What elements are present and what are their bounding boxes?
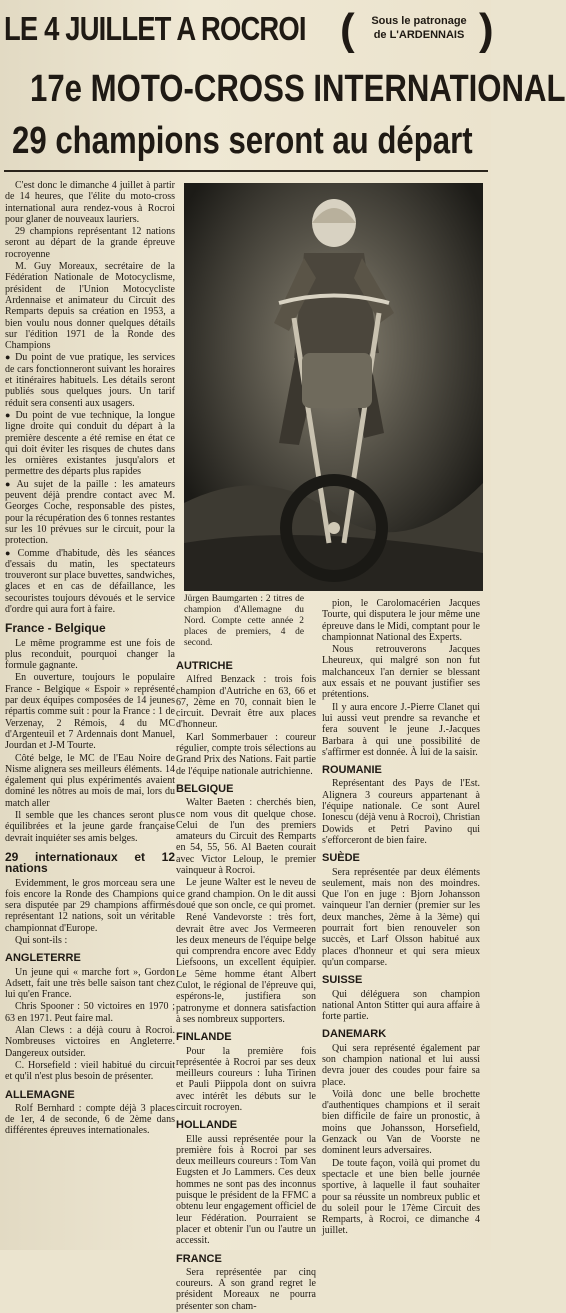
section-heading: France - Belgique (5, 621, 106, 636)
left-paren: ( (340, 5, 355, 54)
paragraph: Le même programme est une fois de plus reconduit, pourquoi changer la formule gagnante. (5, 637, 175, 672)
country-heading: FINLANDE (176, 1031, 232, 1044)
country-heading: SUÈDE (322, 852, 360, 865)
paragraph: M. Guy Moreaux, secrétaire de la Fédération Nationale de Motocyclisme, président de l'Union Motocycliste Ardennaise et animateur du Circuit des Remparts depuis sa création en 1953, a bien voulu nous donner quelques détails sur l'édition 1971 de la Ronde des Champions (5, 261, 175, 352)
country-heading: SUISSE (322, 974, 363, 987)
bullet-paragraph: ● Comme d'habitude, dès les séances d'essais du matin, les spectateurs trouveront sur place buvettes, sandwiches, glaces et en cas de défaillance, les secouristes toujours dévoués et le service d'ordre qui aura fort à faire. (5, 548, 175, 616)
country-heading: HOLLANDE (176, 1119, 238, 1132)
patronage-note (357, 14, 481, 42)
bullet-paragraph: ● Au sujet de la paille : les amateurs peuvent déjà prendre contact avec M. Georges Coche, responsable des pistes, pour la récupération des 6 tonnes restantes sur les 10 prévues sur le circuit, pour la protection. (5, 479, 175, 547)
paragraph: Rolf Bernhard : compte déjà 3 places de 1er, 4 de seconde, 6 de 2ème dans différentes épreuves internationales. (5, 1102, 175, 1137)
paragraph: Un jeune qui « marche fort », Gordon Adsett, fait une très belle saison tant chez lui qu'en France. (5, 966, 175, 1001)
paragraph: Qui sera représenté également par son champion national et lui aussi devra jouer des coudes pour faire sa place. (322, 1042, 480, 1088)
paragraph: Sera représentée par deux éléments seulement, mais non des moindres. Que l'on en juge : Bjorn Johansson vainqueur l'an dernier (premier sur les deux manches, 2ème à la 3ème) qui pourrait fort bien renouveler son succès, et Larf Olsson habitué aux places d'honneur et qui sera mieux qu'un comparse. (322, 866, 480, 968)
patronage-line-2: de L'ARDENNAIS (373, 29, 465, 41)
paragraph: Voilà donc une belle brochette d'authentiques champions et il serait bien difficile de faire un pronostic, à moins que Johansson, Horsefield, Genzack ou Van de Voorste ne dominent leurs adversaires. (322, 1088, 480, 1157)
headline-row-1 (4, 5, 494, 64)
paragraph: Chris Spooner : 50 victoires en 1970 ; 63 en 1971. Peut faire mal. (5, 1001, 175, 1024)
paragraph: C. Horsefield : vieil habitué du circuit et qu'il n'est plus besoin de présenter. (5, 1059, 175, 1083)
paragraph: Sera représentée par cinq coureurs. A son grand regret le président Moreaux ne pourra présenter son cham- (176, 1266, 316, 1312)
country-heading: ROUMANIE (322, 764, 382, 777)
paragraph: Walter Baeten : cherchés bien, ce nom vous dit quelque chose. Celui de l'un des premiers amateurs du Circuit des Remparts en 54, 55, 56. Al Baeten courait avec Victor Leloup, le premier vainqueur à Rocroi. (176, 797, 316, 877)
paragraph: Il y aura encore J.-Pierre Clanet qui lui aussi veut prendre sa revanche et fera souvent le jeune J.-Jacques Barbara à qui une possibilité de s'affirmer est donnée. À lui de la saisir. (322, 701, 480, 758)
patronage-line-1: Sous le patronage (371, 15, 467, 27)
paragraph: pion, le Carolomacérien Jacques Tourte, qui disputera le jour même une épreuve dans le Midi, comptant pour le championnat National des Experts. (322, 598, 480, 643)
paragraph: Alfred Benzack : trois fois champion d'Autriche en 63, 66 et 67, 2ème en 70, connait bien le circuit. Devrait être aux places d'honneur. (176, 674, 316, 731)
right-column (322, 598, 480, 1238)
headline-main: LE 4 JUILLET A ROCROI (4, 10, 306, 47)
paragraph: Le jeune Walter est le neveu de ce grand champion. On le dit aussi doué que son oncle, ce qui promet. (176, 877, 316, 911)
headline-line-2: 17e MOTO-CROSS INTERNATIONAL (30, 68, 566, 110)
right-paren: ) (479, 5, 494, 54)
rider-illustration (184, 183, 483, 591)
paragraph: Côté belge, le MC de l'Eau Noire de Nisme alignera ses meilleurs éléments. 14 également qui plus expérimentés avaient dominé les nôtres au mois de mai, lors du match aller (5, 752, 175, 809)
paragraph: 29 champions représentant 12 nations seront au départ de la grande épreuve rocroyenne (5, 226, 175, 260)
motocross-photo (184, 183, 483, 591)
paragraph: Pour la première fois représentée à Rocroi par ses deux meilleurs coureurs : Iuha Tirinen et Pauli Piippola dont on suivra avec intérêt les débuts sur le circuit rocroyen. (176, 1045, 316, 1113)
paragraph: Qui sont-ils : (15, 935, 68, 946)
country-heading: DANEMARK (322, 1028, 387, 1041)
paragraph: De toute façon, voilà qui promet du spectacle et une bien belle journée sportive, à laquelle il faut souhaiter pour sa réussite un nombreux public et du soleil pour le 17ème Circuit des Remparts, à Rocroi, ce dimanche 4 juillet. (322, 1157, 480, 1237)
country-heading: AUTRICHE (176, 660, 233, 672)
left-column (5, 180, 175, 1138)
country-heading: ALLEMAGNE (5, 1088, 75, 1101)
paragraph: Qui déléguera son champion national Anton Stitter qui aura affaire à forte partie. (322, 988, 480, 1023)
photo-caption: Jürgen Baumgarten : 2 titres de champion d'Allemagne du Nord. Compte cette année 2 places de premiers, 4 de second. (184, 594, 304, 648)
country-heading: BELGIQUE (176, 782, 234, 795)
paragraph: Il semble que les chances seront plus équilibrées et la jeune garde française devrait inquiéter ses amis belges. (5, 810, 175, 844)
paragraph: Evidemment, le gros morceau sera une fois encore la Ronde des Champions qui sera disputée par 29 champions affirmés représentant 12 nations, soit un véritable championnat d'Europe. (5, 877, 175, 934)
country-heading: FRANCE (176, 1252, 222, 1265)
bullet-paragraph: ● Du point de vue technique, la longue ligne droite qui conduit du départ à la première descente a été remise en état ce qui doit éviter les risques de chutes dans les ornières existantes jusqu'alors et permettre des départs plus rapides (5, 410, 175, 478)
headline-line-3: 29 champions seront au départ (12, 120, 473, 162)
paragraph: Elle aussi représentée pour la première fois à Rocroi par ses deux meilleurs coureurs : Tom Van Eugsten et Jo Lammers. Ces deux hommes ne sont pas des inconnus puisque le président de la FFMC a obtenu leur engagement officiel de leur Fédération. Pourraient se placer et obtenir l'un ou l'autre un accessit. (176, 1133, 316, 1247)
headline-rule (4, 170, 488, 172)
paragraph: Représentant des Pays de l'Est. Alignera 3 coureurs appartenant à l'équipe nationale. Ce sont Aurel Ionescu (déjà venu à Rocroi), Christian Dowids et Petri Pavino qui s'efforceront de bien faire. (322, 778, 480, 846)
paragraph: René Vandevorste : très fort, devrait être avec Jos Vermeeren les deux meneurs de l'équipe belge qui comprendra encore avec Eddy Liefsoons, un excellent équipier. Le 5ème homme étant Albert Culot, le régional de l'épreuve qui, espérons-le, justifiera son patronyme et donnera satisfaction à ses nombreux supporters. (176, 912, 316, 1025)
paragraph: C'est donc le dimanche 4 juillet à partir de 14 heures, que l'élite du moto-cross international aura rendez-vous à Rocroi pour glaner de nouveaux lauriers. (5, 180, 175, 225)
paragraph: Nous retrouverons Jacques Lheureux, qui malgré son non fut malchanceux l'an dernier se blessant aux essais et ne pouvant justifier ses prétentions. (322, 644, 480, 701)
section-heading: 29 internationaux et 12 nations (5, 849, 175, 876)
middle-column (176, 654, 316, 1313)
paragraph: Alan Clews : a déjà couru à Rocroi. Nombreuses victoires en Angleterre. Dangereux outsider. (5, 1025, 175, 1059)
paragraph: En ouverture, toujours le populaire France - Belgique « Espoir » représenté par deux équipes composées de 14 jeunes répartis comme suit : pour la France : 1 de Verzenay, 2 Rémois, 4 du MC d'Argenteuil et 7 Ardennais dont Manuel, Jourdan et J-M Tourte. (5, 672, 175, 752)
paragraph: Karl Sommerbauer : coureur régulier, compte trois sélections au Grand Prix des Nations. Fait partie de l'équipe nationale autrichienne. (176, 731, 316, 777)
bullet-paragraph: ● Du point de vue pratique, les services de cars fonctionneront suivant les horaires et itinéraires habituels. Les détails seront publiés sous quelques jours. Un tarif réduit sera consenti aux usagers. (5, 352, 175, 408)
country-heading: ANGLETERRE (5, 952, 81, 965)
